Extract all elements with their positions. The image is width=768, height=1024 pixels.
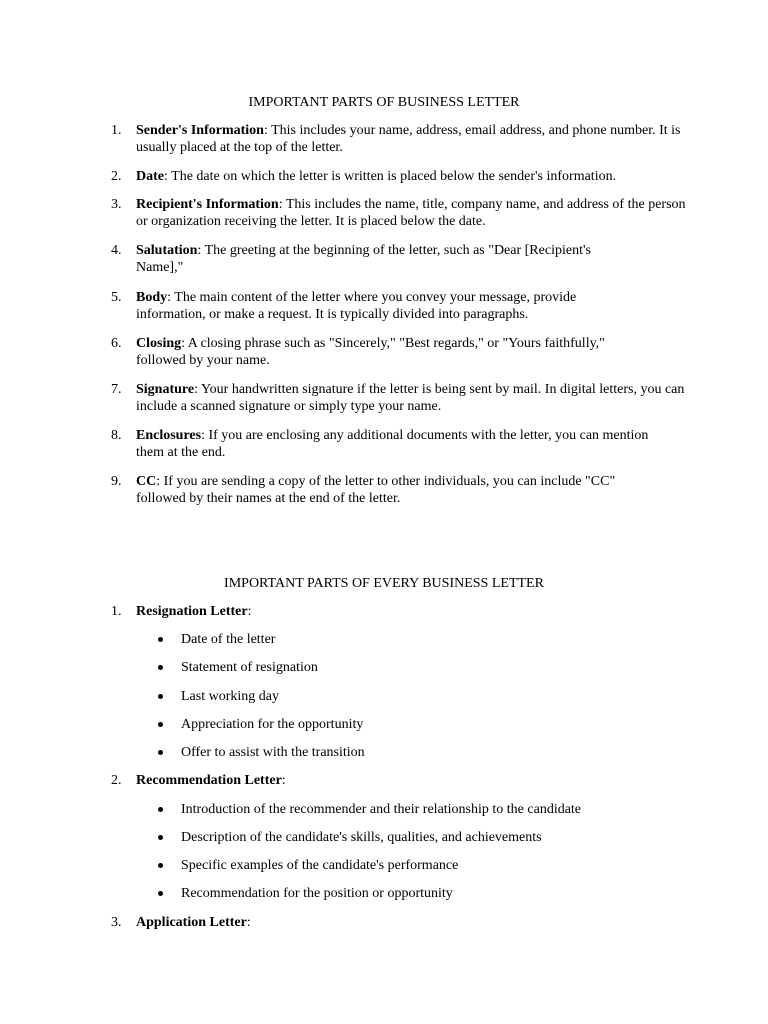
item-body bbox=[136, 473, 661, 507]
item-number: 4. bbox=[111, 243, 122, 258]
item-body bbox=[136, 914, 691, 931]
item-term: Body bbox=[136, 290, 168, 305]
item-body bbox=[136, 168, 691, 185]
item-text: : If you are enclosing any additional documents with the letter, you can mention them at the end. bbox=[136, 428, 649, 460]
item-number: 3. bbox=[111, 915, 122, 930]
item-text: : The main content of the letter where you convey your message, provide information, or make a request. It is typically divided into paragraphs. bbox=[136, 290, 577, 322]
item-text: : bbox=[246, 915, 251, 930]
bullet-icon bbox=[158, 722, 163, 727]
item-body bbox=[136, 427, 651, 461]
item-number: 6. bbox=[111, 336, 122, 351]
item-text: : If you are sending a copy of the letter to other individuals, you can include "CC" followed by their names at the end of the letter. bbox=[136, 474, 616, 506]
item-term: Recommendation Letter bbox=[136, 773, 282, 788]
item-number: 9. bbox=[111, 474, 122, 489]
item-term: Sender's Information bbox=[136, 123, 264, 138]
bullet-icon bbox=[158, 665, 163, 670]
item-text: : A closing phrase such as "Sincerely," "Best regards," or "Yours faithfully," followed by your name. bbox=[136, 336, 605, 368]
item-number: 3. bbox=[111, 197, 122, 212]
bullet-text: Statement of resignation bbox=[181, 660, 318, 675]
item-text: : bbox=[247, 604, 252, 619]
item-body bbox=[136, 289, 616, 323]
bullet-text: Description of the candidate's skills, qualities, and achievements bbox=[181, 830, 542, 845]
item-term: Resignation Letter bbox=[136, 604, 248, 619]
item-text: : Your handwritten signature if the letter is being sent by mail. In digital letters, you can include a scanned signature or simply type your name. bbox=[136, 382, 685, 414]
item-text: : bbox=[281, 773, 286, 788]
item-number: 7. bbox=[111, 382, 122, 397]
item-number: 2. bbox=[111, 773, 122, 788]
bullet-icon bbox=[158, 807, 163, 812]
bullet-icon bbox=[158, 694, 163, 699]
item-term: Enclosures bbox=[136, 428, 202, 443]
bullet-text: Offer to assist with the transition bbox=[181, 745, 365, 760]
section-title: IMPORTANT PARTS OF BUSINESS LETTER bbox=[248, 95, 520, 110]
item-number: 1. bbox=[111, 604, 122, 619]
item-term: Closing bbox=[136, 336, 182, 351]
bullet-text: Date of the letter bbox=[181, 632, 276, 647]
bullet-text: Last working day bbox=[181, 689, 279, 704]
item-term: Application Letter bbox=[136, 915, 247, 930]
item-text: : This includes the name, title, company name, and address of the person or organization receiving the letter. It is placed below the date. bbox=[136, 197, 686, 229]
item-term: Recipient's Information bbox=[136, 197, 279, 212]
bullet-text: Appreciation for the opportunity bbox=[181, 717, 364, 732]
item-term: CC bbox=[136, 474, 157, 489]
bullet-text: Recommendation for the position or opportunity bbox=[181, 886, 453, 901]
section-title: IMPORTANT PARTS OF EVERY BUSINESS LETTER bbox=[224, 576, 544, 591]
item-body bbox=[136, 772, 691, 789]
item-body bbox=[136, 603, 691, 620]
bullet-text: Introduction of the recommender and their relationship to the candidate bbox=[181, 802, 582, 817]
item-text: : The date on which the letter is written is placed below the sender's information. bbox=[164, 169, 617, 184]
item-body bbox=[136, 242, 636, 276]
item-term: Date bbox=[136, 169, 164, 184]
item-body bbox=[136, 122, 691, 156]
item-term: Salutation bbox=[136, 243, 198, 258]
item-body bbox=[136, 196, 691, 230]
item-text: : The greeting at the beginning of the letter, such as "Dear [Recipient's Name]," bbox=[136, 243, 591, 275]
item-number: 1. bbox=[111, 123, 122, 138]
bullet-icon bbox=[158, 891, 163, 896]
item-number: 2. bbox=[111, 169, 122, 184]
bullet-icon bbox=[158, 750, 163, 755]
item-term: Signature bbox=[136, 382, 195, 397]
item-body bbox=[136, 335, 656, 369]
bullet-text: Specific examples of the candidate's performance bbox=[181, 858, 459, 873]
item-number: 8. bbox=[111, 428, 122, 443]
item-body bbox=[136, 381, 691, 415]
bullet-icon bbox=[158, 637, 163, 642]
bullet-icon bbox=[158, 835, 163, 840]
bullet-icon bbox=[158, 863, 163, 868]
item-number: 5. bbox=[111, 290, 122, 305]
item-text: : This includes your name, address, email address, and phone number. It is usually placed at the top of the letter. bbox=[136, 123, 681, 155]
